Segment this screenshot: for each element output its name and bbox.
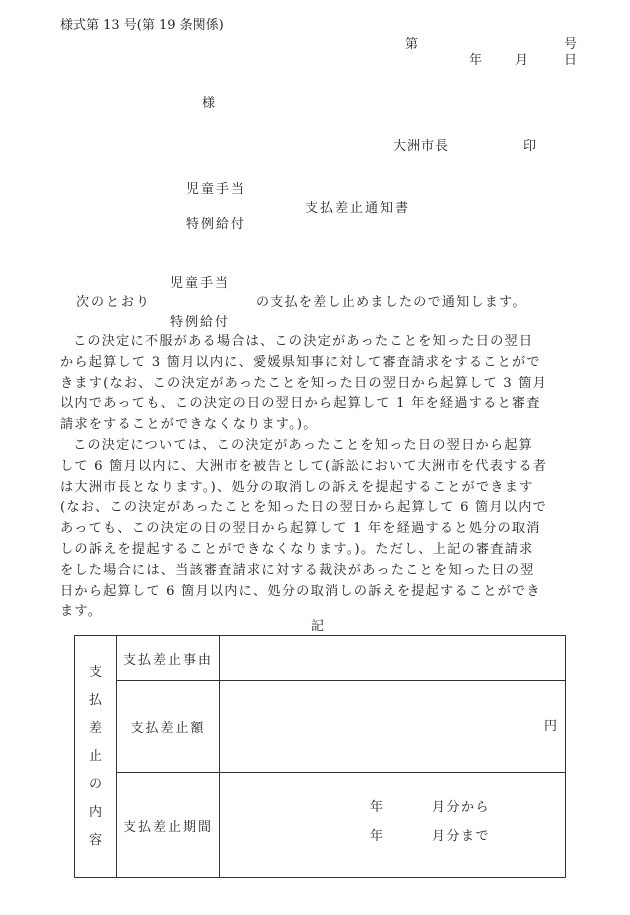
date-year: 年 bbox=[469, 53, 483, 68]
lawsuit-line: して 6 箇月以内に、大洲市を被告として(訴訟において大洲市を代表する者 bbox=[60, 458, 548, 474]
amount-value-cell bbox=[220, 681, 566, 773]
lawsuit-line: をした場合には、当該審査請求に対する裁決があったことを知った日の翌 bbox=[60, 562, 535, 578]
form-number: 様式第 13 号(第 19 条関係) bbox=[60, 18, 224, 33]
period-value-cell bbox=[220, 773, 566, 878]
doc-number-suffix: 号 bbox=[564, 37, 578, 52]
appeal-line: きます(なお、この決定があったことを知った日の翌日から起算して 3 箇月 bbox=[60, 375, 547, 391]
appeal-line: 請求をすることができなくなります。)。 bbox=[60, 417, 318, 433]
lawsuit-line: (なお、この決定があったことを知った日の翌日から起算して 6 箇月以内で bbox=[60, 500, 547, 516]
side-label-char: 払 bbox=[88, 692, 102, 708]
record-heading: 記 bbox=[311, 619, 325, 634]
side-label-char: 支 bbox=[88, 664, 102, 680]
addressee-suffix: 様 bbox=[202, 96, 216, 111]
notice-option-special-benefit: 特例給付 bbox=[170, 315, 231, 330]
period-to-year: 年 bbox=[370, 829, 384, 844]
period-value-wrap bbox=[220, 773, 565, 877]
period-from-month: 月分から bbox=[432, 800, 491, 815]
side-label-char: 止 bbox=[88, 748, 102, 764]
date-day: 日 bbox=[564, 53, 578, 68]
suspension-details-table bbox=[74, 635, 566, 878]
side-label-char: 容 bbox=[88, 832, 102, 848]
amount-value-wrap bbox=[220, 681, 565, 772]
issuer-seal: 印 bbox=[523, 139, 537, 154]
side-label-char: の bbox=[88, 776, 102, 792]
reason-value-cell bbox=[220, 636, 566, 681]
side-label-char: 差 bbox=[88, 720, 102, 736]
doc-number-prefix: 第 bbox=[405, 37, 419, 52]
title-main: 支払差止通知書 bbox=[305, 201, 411, 216]
side-label-char: 内 bbox=[88, 804, 102, 820]
side-label-vertical bbox=[75, 636, 116, 877]
amount-label: 支払差止額 bbox=[117, 681, 220, 773]
lawsuit-line: この決定については、この決定があったことを知った日の翌日から起算 bbox=[73, 438, 534, 453]
side-label-cell bbox=[75, 636, 117, 878]
title-option-child-allowance: 児童手当 bbox=[186, 182, 247, 197]
period-from-year: 年 bbox=[370, 800, 384, 815]
appeal-line: から起算して 3 箇月以内に、愛媛県知事に対して審査請求をすることがで bbox=[60, 354, 541, 370]
date-month: 月 bbox=[515, 53, 529, 68]
reason-label: 支払差止事由 bbox=[117, 636, 220, 681]
lawsuit-line: しの訴えを提起することができなくなります。)。ただし、上記の審査請求 bbox=[60, 541, 534, 557]
lawsuit-line: ます。 bbox=[60, 604, 103, 620]
lawsuit-line: 日から起算して 6 箇月以内に、処分の取消しの訴えを提起することができ bbox=[60, 583, 541, 599]
lawsuit-line: は大洲市長となります。)、処分の取消しの訴えを提起することができます bbox=[60, 479, 534, 495]
notice-option-child-allowance: 児童手当 bbox=[170, 276, 231, 291]
lawsuit-line: あっても、この決定の日の翌日から起算して 1 年を経過すると処分の取消 bbox=[60, 521, 541, 537]
appeal-line: この決定に不服がある場合は、この決定があったことを知った日の翌日 bbox=[73, 334, 534, 349]
notice-suffix: の支払を差し止めましたので通知します。 bbox=[256, 295, 527, 310]
amount-unit: 円 bbox=[543, 718, 557, 734]
title-option-special-benefit: 特例給付 bbox=[186, 217, 247, 232]
appeal-paragraph bbox=[60, 332, 580, 436]
appeal-line: 以内であっても、この決定の日の翌日から起算して 1 年を経過すると審査 bbox=[60, 396, 541, 412]
issuer-name: 大洲市長 bbox=[393, 139, 450, 154]
period-label: 支払差止期間 bbox=[117, 773, 220, 878]
notice-prefix: 次のとおり bbox=[76, 295, 152, 310]
lawsuit-paragraph bbox=[60, 436, 580, 623]
period-to-month: 月分まで bbox=[432, 829, 491, 844]
